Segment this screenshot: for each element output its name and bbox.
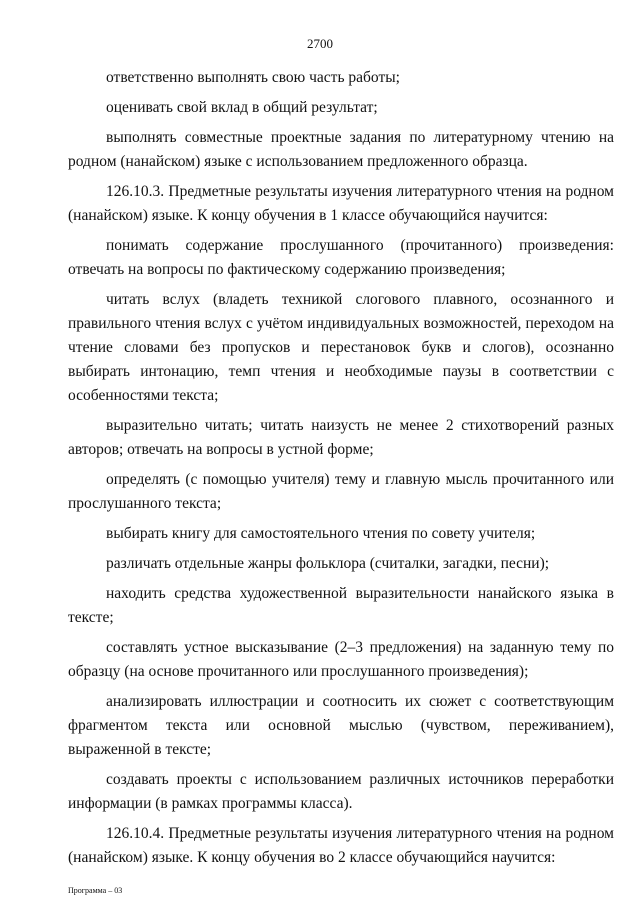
paragraph: определять (с помощью учителя) тему и главную мысль прочитанного или прослушанного текста; [68, 471, 614, 512]
paragraph: понимать содержание прослушанного (прочитанного) произведения: отвечать на вопросы по фактическому содержанию произведения; [68, 237, 614, 278]
paragraph: читать вслух (владеть техникой слогового плавного, осознанного и правильного чтения вслух с учётом индивидуальных возможностей, переходом на чтение словами без пропусков и перестановок букв и слогов), осознанно выбирать интонацию, темп чтения и необходимые паузы в соответствии с особенностями текста; [68, 291, 614, 404]
paragraph: анализировать иллюстрации и соотносить их сюжет с соответствующим фрагментом текста или основной мыслью (чувством, переживанием), выраженной в тексте; [68, 693, 614, 758]
footer-label: Программа – 03 [68, 886, 123, 895]
page-number: 2700 [307, 36, 333, 51]
paragraph: выполнять совместные проектные задания по литературному чтению на родном (нанайском) языке с использованием предложенного образца. [68, 129, 614, 170]
paragraph: находить средства художественной выразительности нанайского языка в тексте; [68, 585, 614, 626]
paragraph: различать отдельные жанры фольклора (считалки, загадки, песни); [106, 555, 550, 572]
paragraph: ответственно выполнять свою часть работы; [106, 69, 400, 86]
section-heading-paragraph: 126.10.4. Предметные результаты изучения литературного чтения на родном (нанайском) языке. К концу обучения во 2 классе обучающийся научится: [68, 825, 614, 866]
paragraph: создавать проекты с использованием различных источников переработки информации (в рамках программы класса). [68, 771, 614, 812]
paragraph: оценивать свой вклад в общий результат; [106, 99, 378, 116]
paragraph: составлять устное высказывание (2–3 предложения) на заданную тему по образцу (на основе прочитанного или прослушанного произведения); [68, 639, 614, 680]
paragraph: выбирать книгу для самостоятельного чтения по совету учителя; [106, 525, 536, 542]
document-body [68, 66, 614, 876]
section-heading-paragraph: 126.10.3. Предметные результаты изучения литературного чтения на родном (нанайском) языке. К концу обучения в 1 классе обучающийся научится: [68, 183, 614, 224]
paragraph: выразительно читать; читать наизусть не менее 2 стихотворений разных авторов; отвечать на вопросы в устной форме; [68, 417, 614, 458]
